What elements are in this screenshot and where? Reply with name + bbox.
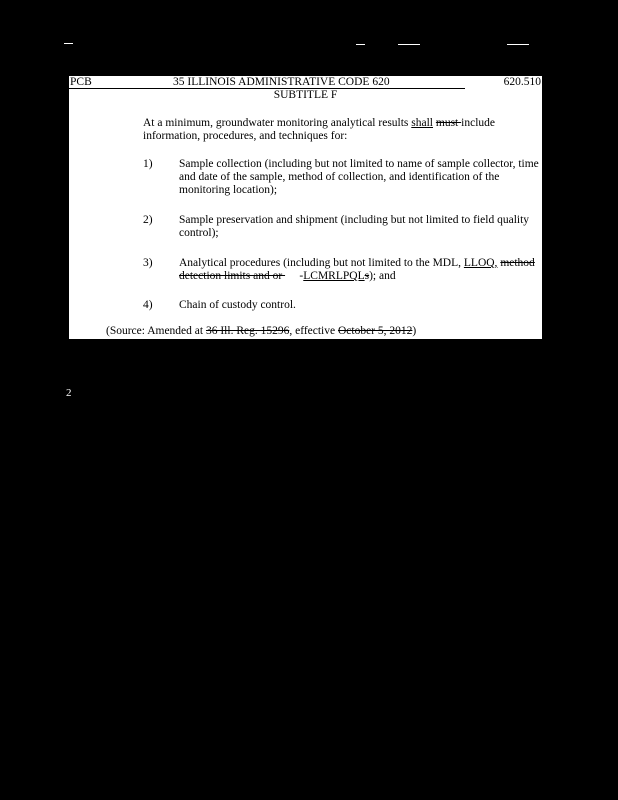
item-text: Analytical procedures (including but not limited to the MDL, LLOQ, method detection limits and or -LCMRLPQLs); and xyxy=(179,257,535,282)
item-text: Chain of custody control. xyxy=(179,299,296,311)
deleted-text: method detection limits and or xyxy=(179,257,535,282)
deleted-text: October 5, 2012 xyxy=(337,325,413,337)
inserted-text: LLOQ, xyxy=(463,257,498,269)
header-code-title: 35 ILLINOIS ADMINISTRATIVE CODE 620 xyxy=(173,76,390,88)
deleted-text: must xyxy=(435,117,462,129)
intro-paragraph xyxy=(143,117,533,143)
item-number: 2) xyxy=(143,214,153,226)
inserted-text: LCMRLPQL xyxy=(303,270,365,282)
source-note: (Source: Amended at 36 Ill. Reg. 15296, effective October 5, 2012) xyxy=(106,325,417,337)
intro-text: At a minimum, groundwater monitoring analytical results xyxy=(143,117,412,129)
deleted-text: s xyxy=(364,270,370,282)
scan-mark xyxy=(64,43,73,44)
header-section-number: 620.510 xyxy=(503,76,541,88)
document-excerpt xyxy=(69,76,542,339)
scan-mark xyxy=(507,44,529,45)
item-text: Sample preservation and shipment (including but not limited to field quality control); xyxy=(179,214,530,239)
intro-text-end: include information, procedures, and techniques for: xyxy=(143,117,495,142)
header-agency: PCB xyxy=(70,76,92,88)
item-number: 3) xyxy=(143,257,153,269)
margin-mark: 2 xyxy=(66,387,72,399)
scan-mark xyxy=(398,44,420,45)
inserted-text: shall xyxy=(411,117,434,129)
item-number: 1) xyxy=(143,158,153,170)
deleted-text: 36 Ill. Reg. 15296 xyxy=(205,325,290,337)
item-number: 4) xyxy=(143,299,153,311)
scan-mark xyxy=(356,44,365,45)
header-subtitle: SUBTITLE F xyxy=(273,89,338,101)
item-text: Sample collection (including but not limited to name of sample collector, time and date of the sample, method of collection, and identification of the monitoring location); xyxy=(179,158,539,196)
running-header xyxy=(69,76,542,90)
